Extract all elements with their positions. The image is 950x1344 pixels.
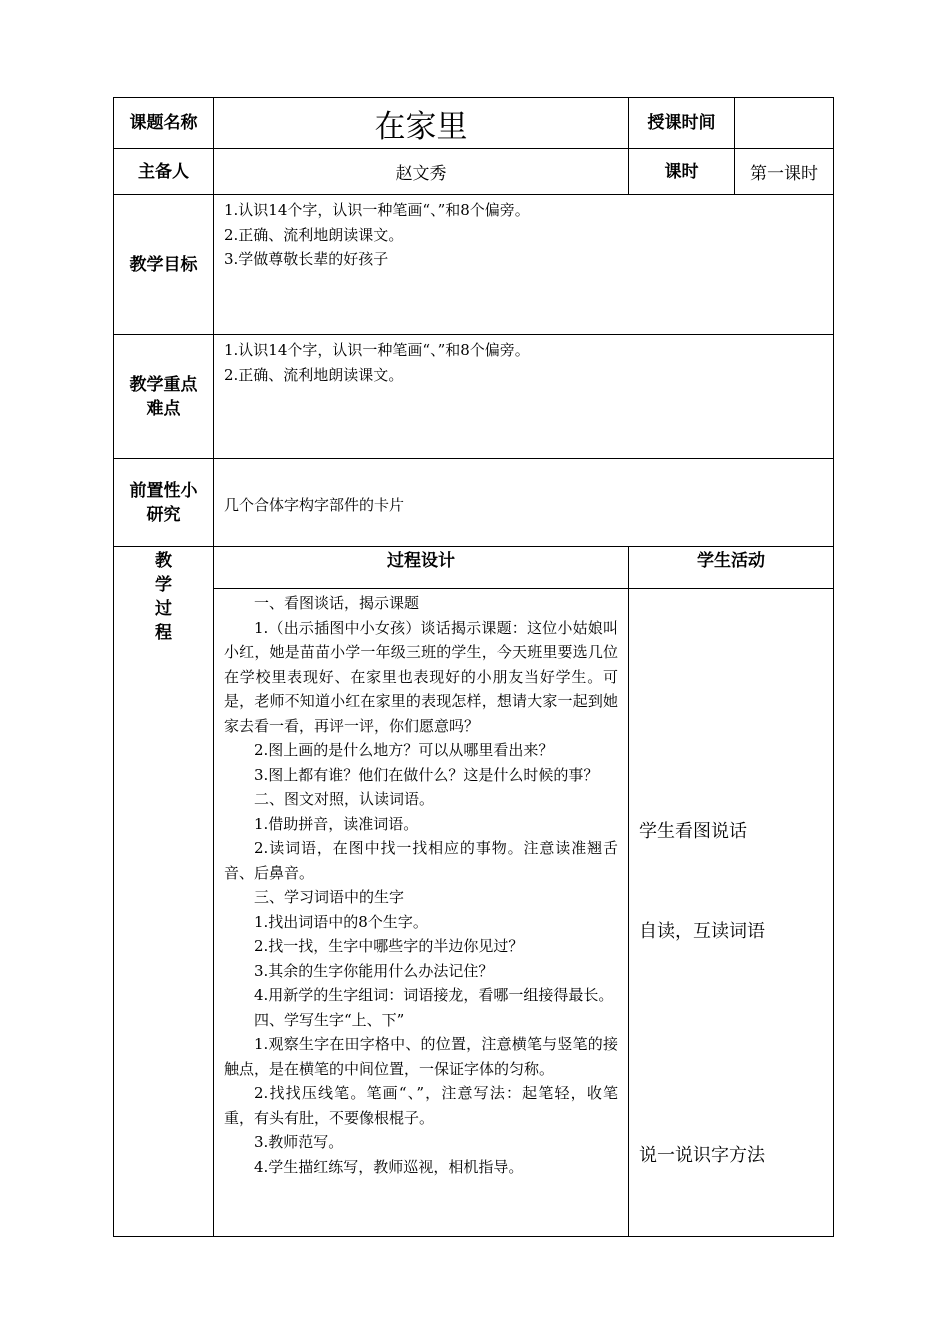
period-value: 第一课时 bbox=[735, 149, 834, 195]
process-paragraph: 1.找出词语中的8个生字。 bbox=[254, 912, 428, 931]
process-paragraph: 2.读词语，在图中找一找相应的事物。注意读准翘舌音、后鼻音。 bbox=[224, 839, 618, 882]
key-points-label bbox=[114, 335, 214, 459]
key-points-list bbox=[214, 335, 834, 459]
process-label-char: 程 bbox=[155, 623, 172, 643]
objectives-row bbox=[114, 195, 834, 335]
period-label: 课时 bbox=[629, 149, 735, 195]
process-paragraph: 一、看图谈话，揭示课题 bbox=[254, 594, 420, 612]
key-point-item: 1.认识14个字，认识一种笔画“、”和8个偏旁。 bbox=[224, 341, 530, 359]
preparer-value: 赵文秀 bbox=[214, 149, 629, 195]
process-paragraph: 二、图文对照，认读词语。 bbox=[254, 790, 435, 808]
header-row-1 bbox=[114, 98, 834, 149]
process-paragraph: 1.（出示插图中小女孩）谈话揭示课题：这位小姑娘叫小红，她是苗苗小学一年级三班的学生，今天班里要选几位在学校里表现好、在家里也表现好的小朋友当好学生。可是，老师不知道小红在家里的表现怎样，想请大家一起到她家去看一看，再评一评，你们愿意吗？ bbox=[224, 618, 618, 735]
process-label-char: 学 bbox=[155, 575, 172, 595]
student-activity-item: 自读，互读词语 bbox=[639, 921, 765, 942]
teaching-time-label: 授课时间 bbox=[629, 98, 735, 149]
process-paragraph: 2.找找压线笔。笔画“、”，注意写法：起笔轻，收笔重，有头有肚，不要像根棍子。 bbox=[224, 1084, 618, 1127]
objectives-list bbox=[214, 195, 834, 335]
process-paragraph: 4.用新学的生字组词：词语接龙，看哪一组接得最长。 bbox=[254, 986, 614, 1004]
preparation-label-line2: 研究 bbox=[146, 504, 181, 525]
student-activity-content bbox=[629, 589, 834, 1237]
objective-item: 2.正确、流利地朗读课文。 bbox=[224, 225, 404, 244]
process-label bbox=[114, 547, 214, 1237]
student-activity-header: 学生活动 bbox=[629, 547, 834, 589]
key-points-row bbox=[114, 335, 834, 459]
preparation-label bbox=[114, 459, 214, 547]
process-paragraph: 四、学写生字“上、下” bbox=[254, 1010, 405, 1029]
preparer-label: 主备人 bbox=[114, 149, 214, 195]
student-activity-item: 说一说识字方法 bbox=[639, 1145, 765, 1166]
process-paragraph: 2.图上画的是什么地方？可以从哪里看出来？ bbox=[254, 741, 554, 759]
key-points-label-line1: 教学重点 bbox=[129, 374, 198, 395]
process-paragraph: 1.观察生字在田字格中、的位置，注意横笔与竖笔的接触点，是在横笔的中间位置，一保证字体的匀称。 bbox=[224, 1035, 618, 1078]
header-row-2 bbox=[114, 149, 834, 195]
course-name-label: 课题名称 bbox=[114, 98, 214, 149]
course-name: 在家里 bbox=[214, 98, 629, 149]
preparation-row bbox=[114, 459, 834, 547]
preparation-label-line1: 前置性小 bbox=[129, 480, 198, 501]
objective-item: 1.认识14个字，认识一种笔画“、”和8个偏旁。 bbox=[224, 201, 530, 219]
process-header-row bbox=[114, 547, 834, 589]
student-activity-item: 学生看图说话 bbox=[639, 821, 747, 842]
process-paragraph: 3.图上都有谁？他们在做什么？这是什么时候的事？ bbox=[254, 765, 599, 784]
process-paragraph: 3.其余的生字你能用什么办法记住？ bbox=[254, 961, 494, 980]
process-paragraph: 4.学生描红练写，教师巡视，相机指导。 bbox=[254, 1157, 524, 1176]
process-paragraph: 3.教师范写。 bbox=[254, 1133, 344, 1151]
lesson-plan-table bbox=[113, 97, 834, 1237]
objectives-label: 教学目标 bbox=[114, 195, 214, 335]
key-point-item: 2.正确、流利地朗读课文。 bbox=[224, 365, 404, 384]
process-body-row bbox=[114, 589, 834, 1237]
objective-item: 3.学做尊敬长辈的好孩子 bbox=[224, 250, 389, 268]
process-label-char: 过 bbox=[155, 599, 172, 619]
process-paragraph: 2.找一找，生字中哪些字的半边你见过？ bbox=[254, 937, 524, 955]
process-design-header: 过程设计 bbox=[214, 547, 629, 589]
process-label-char: 教 bbox=[155, 551, 172, 571]
preparation-text: 几个合体字构字部件的卡片 bbox=[214, 459, 834, 547]
process-paragraph: 1.借助拼音，读准词语。 bbox=[254, 814, 419, 833]
process-design-content bbox=[214, 589, 629, 1237]
process-paragraph: 三、学习词语中的生字 bbox=[254, 888, 405, 906]
key-points-label-line2: 难点 bbox=[146, 398, 181, 419]
teaching-time-value bbox=[735, 98, 834, 149]
